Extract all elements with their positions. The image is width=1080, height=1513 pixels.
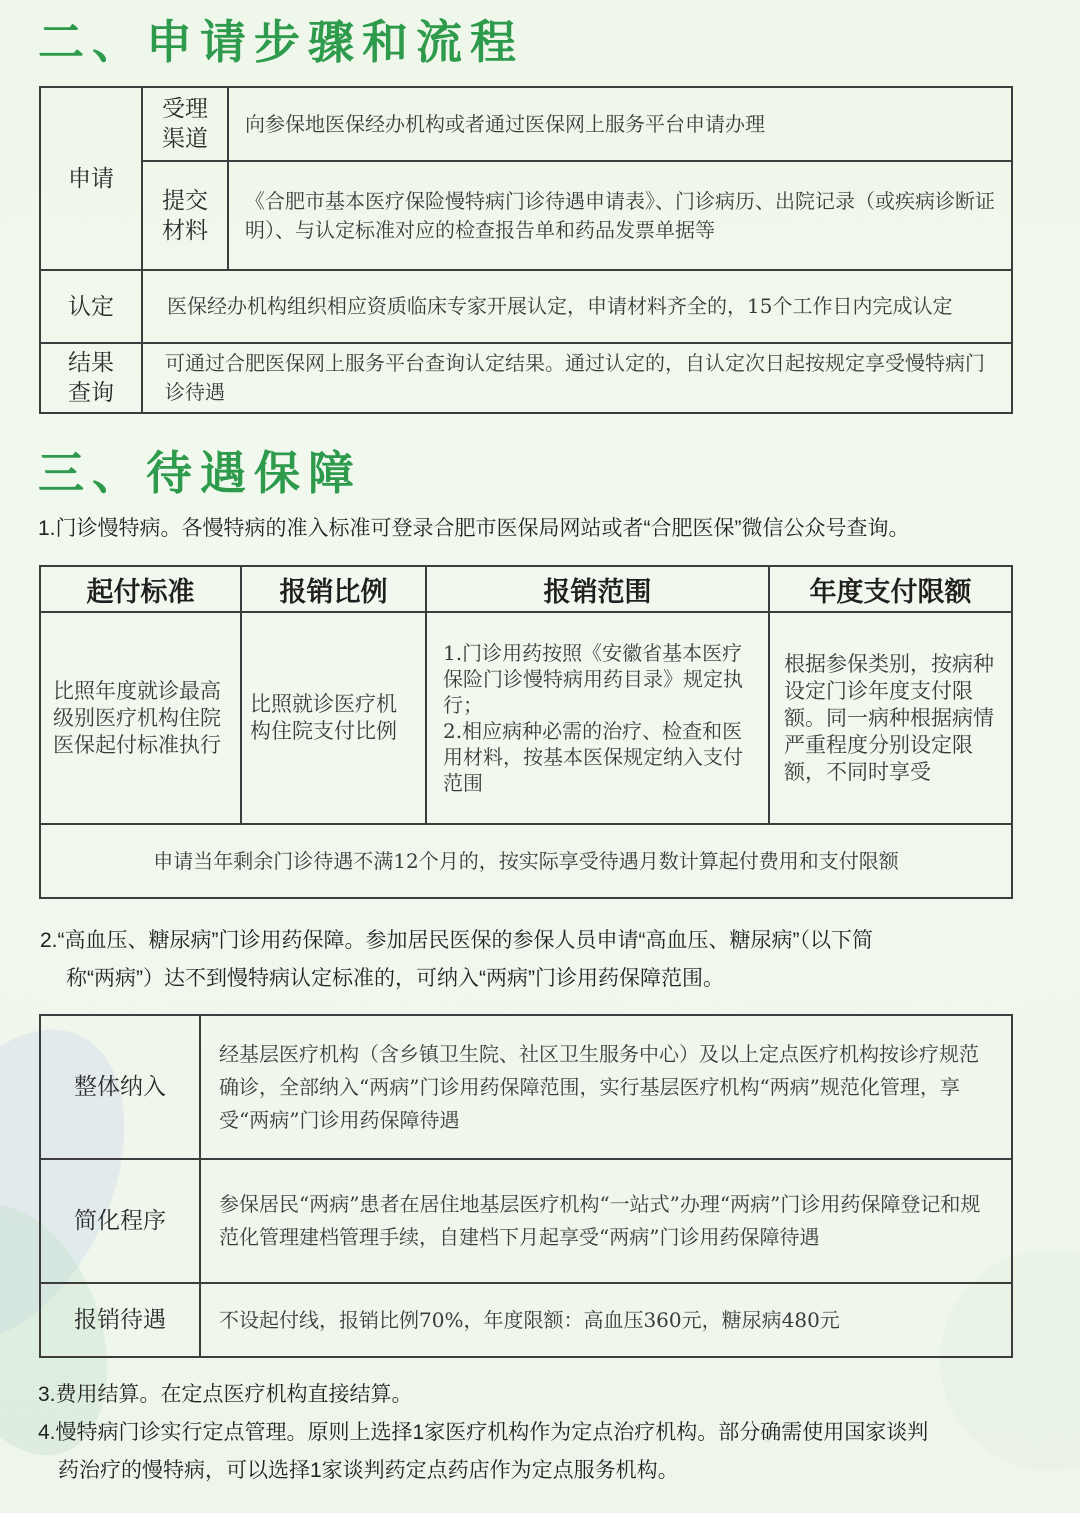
cell-annual-limit: 根据参保类别，按病种设定门诊年度支付限额。同一病种根据病情严重程度分别设定限额，不同时享受 [784,651,994,784]
confirm-text: 医保经办机构组织相应资质临床专家开展认定，申请材料齐全的，15个工作日内完成认定 [167,294,953,318]
item2-line1: 2.“高血压、糖尿病”门诊用药保障。参加居民医保的参保人员申请“高血压、糖尿病”（以下简 [40,929,873,952]
channel-text: 向参保地医保经办机构或者通过医保网上服务平台申请办理 [245,111,765,136]
table-note: 申请当年剩余门诊待遇不满12个月的，按实际享受待遇月数计算起付费用和支付限额 [153,848,899,873]
materials-text: 《合肥市基本医疗保险慢特病门诊待遇申请表》、门诊病历、出院记录（或疾病诊断证明）、与认定标准对应的检查报告单和药品发票单据等 [245,188,995,242]
section2-title: 二、申请步骤和流程 [38,15,524,69]
header-ratio: 报销比例 [279,576,388,608]
item1-text: 1.门诊慢特病。各慢特病的准入标准可登录合肥市医保局网站或者“合肥医保”微信公众号查询。 [38,517,910,540]
outpatient-benefit-table [39,565,1013,899]
item4-line1: 4.慢特病门诊实行定点管理。原则上选择1家医疗机构作为定点治疗机构。部分确需使用国家谈判 [38,1421,929,1444]
row-label-simplified: 简化程序 [74,1208,166,1234]
header-scope: 报销范围 [543,576,652,608]
row-label-reimbursement: 报销待遇 [74,1307,166,1333]
apply-label: 申请 [68,165,114,192]
materials-label: 提交 材料 [162,187,208,244]
item3-text: 3.费用结算。在定点医疗机构直接结算。 [38,1383,413,1406]
channel-label: 受理 渠道 [162,96,208,152]
cell-scope: 1.门诊用药按照《安徽省基本医疗保险门诊慢特病用药目录》规定执行； 2.相应病种必需的治疗、检查和医用材料，按基本医保规定纳入支付范围 [443,641,743,795]
header-deductible: 起付标准 [86,576,195,608]
item2-line2: 称“两病”）达不到慢特病认定标准的，可纳入“两病”门诊用药保障范围。 [66,967,724,990]
row-text-simplified: 参保居民“两病”患者在居住地基层医疗机构“一站式”办理“两病”门诊用药保障登记和规范化管理建档管理手续，自建档下月起享受“两病”门诊用药保障待遇 [219,1192,981,1249]
query-text: 可通过合肥医保网上服务平台查询认定结果。通过认定的，自认定次日起按规定享受慢特病门诊待遇 [165,351,985,404]
row-label-inclusion: 整体纳入 [74,1074,166,1100]
row-text-reimbursement: 不设起付线，报销比例70%，年度限额：高血压360元，糖尿病480元 [219,1307,840,1332]
item4-line2: 药治疗的慢特病，可以选择1家谈判药定点药店作为定点服务机构。 [58,1459,679,1482]
confirm-label: 认定 [68,293,114,320]
application-process-table [39,86,1013,414]
header-annual-limit: 年度支付限额 [809,576,972,608]
cell-ratio: 比照就诊医疗机构住院支付比例 [250,692,397,743]
cell-deductible: 比照年度就诊最高级别医疗机构住院医保起付标准执行 [53,678,221,757]
section3-title: 三、待遇保障 [38,446,362,500]
row-text-inclusion: 经基层医疗机构（含乡镇卫生院、社区卫生服务中心）及以上定点医疗机构按诊疗规范确诊，全部纳入“两病”门诊用药保障范围，实行基层医疗机构“两病”规范化管理，享受“两病”门诊用药保障待遇 [219,1041,979,1132]
query-label: 结果 查询 [68,350,114,406]
two-diseases-table [39,1014,1013,1358]
